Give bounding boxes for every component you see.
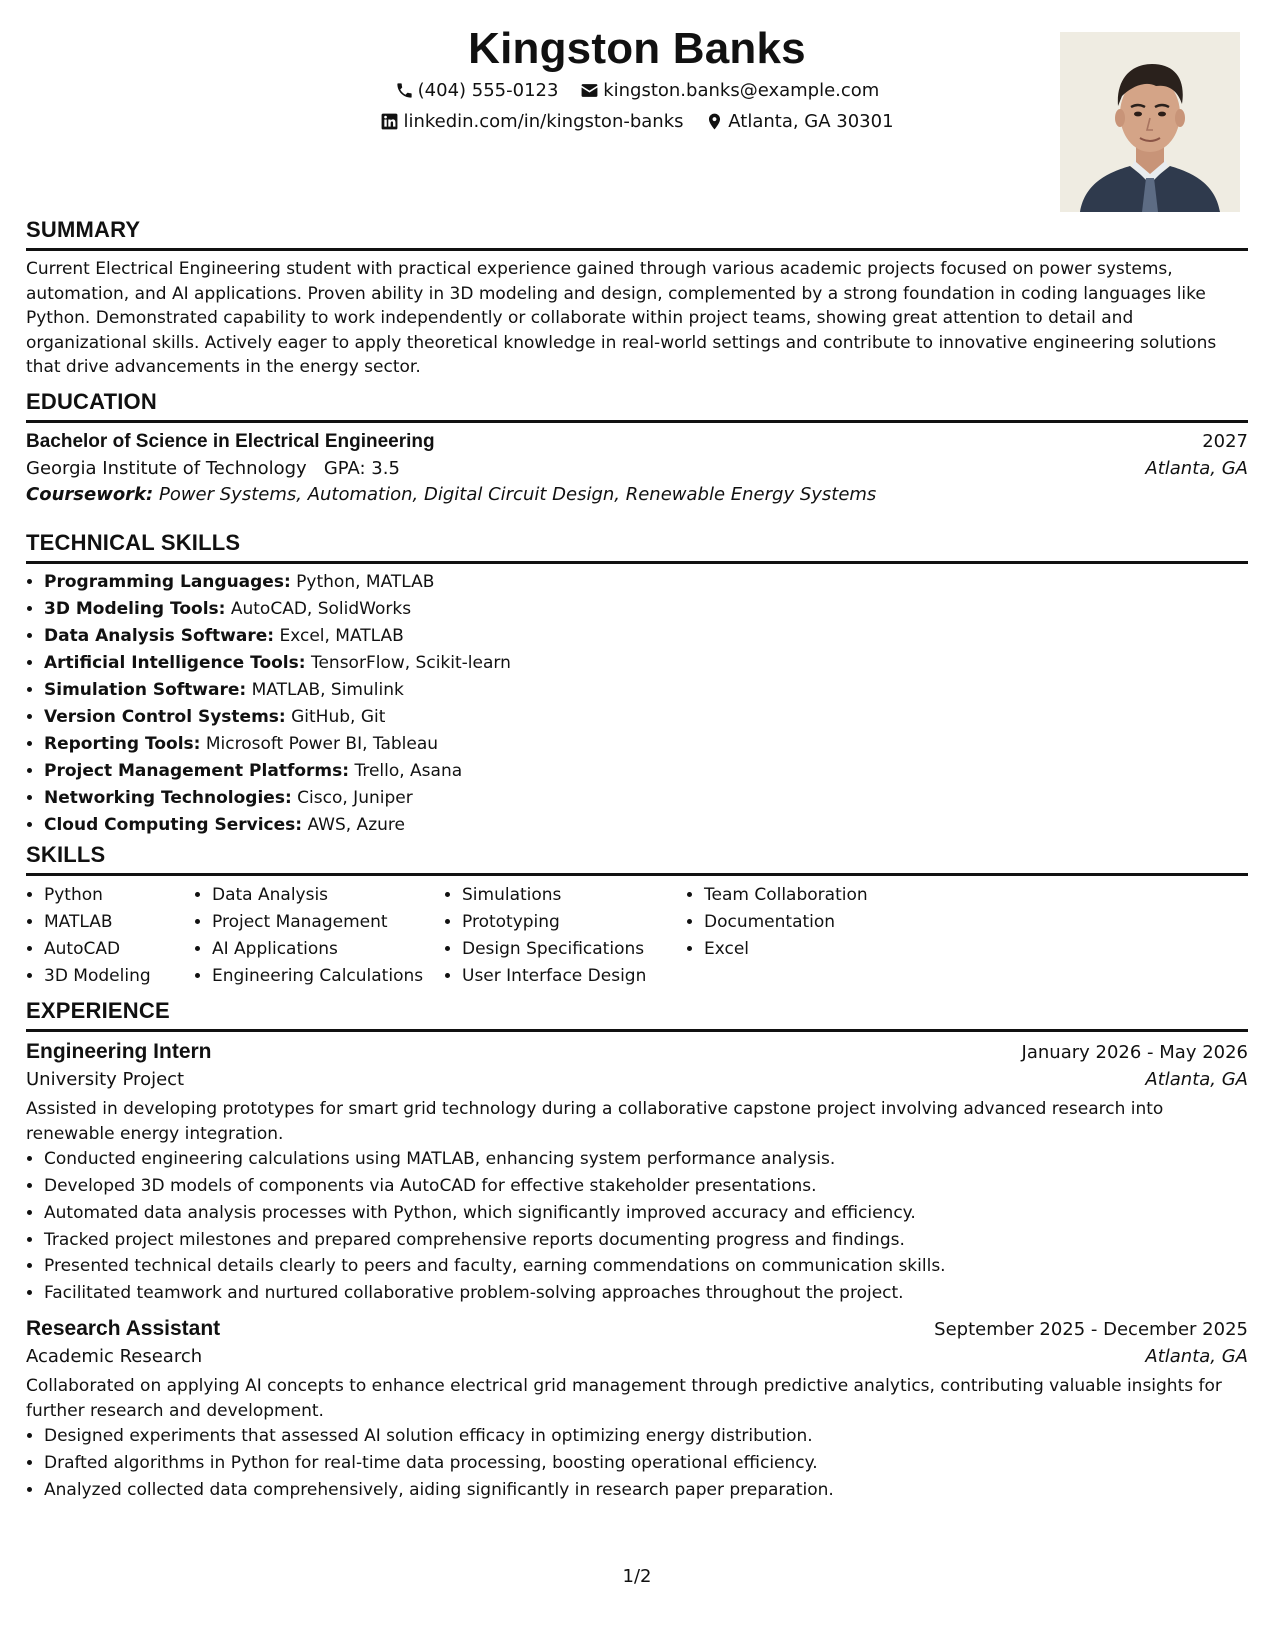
list-item xyxy=(44,677,1248,704)
section-divider xyxy=(26,561,1248,564)
education-row-2 xyxy=(26,458,1248,479)
profile-photo xyxy=(1060,32,1240,212)
job-description: Assisted in developing prototypes for smart grid technology during a collaborative capstone project involving advanced research into renewable energy integration. xyxy=(26,1099,1164,1144)
section-divider xyxy=(26,873,1248,876)
portrait-image xyxy=(1060,32,1240,212)
skill-values: Python, MATLAB xyxy=(296,572,435,592)
coursework-label: Coursework: xyxy=(26,484,154,505)
skill-values: Excel, MATLAB xyxy=(279,626,404,646)
contact-linkedin[interactable] xyxy=(380,111,683,132)
coursework-line xyxy=(26,484,1248,505)
list-item: • Excel xyxy=(704,936,964,963)
skill-category: Version Control Systems: xyxy=(44,707,286,727)
contact-email[interactable] xyxy=(580,80,879,101)
skill-category: Reporting Tools: xyxy=(44,734,201,754)
coursework-list: Power Systems, Automation, Digital Circuit Design, Renewable Energy Systems xyxy=(158,484,877,505)
list-item xyxy=(44,731,1248,758)
list-item: • Python xyxy=(44,882,194,909)
skill-category: 3D Modeling Tools: xyxy=(44,599,226,619)
phone-icon xyxy=(395,81,414,100)
job-header-row xyxy=(26,1317,1248,1341)
gpa: GPA: 3.5 xyxy=(323,458,400,479)
school-location: Atlanta, GA xyxy=(1145,458,1248,479)
map-pin-icon xyxy=(705,112,724,131)
job-org-row xyxy=(26,1069,1248,1090)
section-divider xyxy=(26,420,1248,423)
experience-entry xyxy=(26,1317,1248,1504)
job-description: Collaborated on applying AI concepts to enhance electrical grid management through predictive analytics, contributing valuable insights for further research and development. xyxy=(26,1375,1222,1421)
job-header-row xyxy=(26,1040,1248,1064)
experience-entry xyxy=(26,1040,1248,1307)
job-title: Engineering Intern xyxy=(26,1040,212,1063)
job-dates: January 2026 - May 2026 xyxy=(1021,1042,1248,1063)
list-item: • Analyzed collected data comprehensively, aiding significantly in research paper preparation. xyxy=(44,1477,1248,1504)
list-item: • Simulations xyxy=(462,882,686,909)
school-name: Georgia Institute of Technology xyxy=(26,458,307,479)
list-item: • Design Specifications xyxy=(462,936,686,963)
list-item xyxy=(44,704,1248,731)
skill-category: Networking Technologies: xyxy=(44,788,292,808)
education-section xyxy=(26,388,1248,505)
skills-column-1 xyxy=(26,882,194,990)
summary-section xyxy=(26,216,1248,380)
job-organization: University Project xyxy=(26,1069,185,1090)
list-item: • 3D Modeling xyxy=(44,963,194,990)
skill-values: AutoCAD, SolidWorks xyxy=(230,599,412,619)
list-item xyxy=(44,785,1248,812)
skill-category: Project Management Platforms: xyxy=(44,761,350,781)
skills-heading: SKILLS xyxy=(26,842,106,867)
resume-page xyxy=(26,0,1248,1650)
skill-values: TensorFlow, Scikit-learn xyxy=(310,653,511,673)
list-item: • Facilitated teamwork and nurtured collaborative problem-solving approaches throughout the project. xyxy=(44,1280,1248,1307)
list-item xyxy=(44,623,1248,650)
list-item: • Developed 3D models of components via AutoCAD for effective stakeholder presentations. xyxy=(44,1173,1248,1200)
education-row-1 xyxy=(26,431,1248,453)
list-item xyxy=(44,650,1248,677)
skills-column-4 xyxy=(686,882,964,990)
job-bullets xyxy=(26,1146,1248,1307)
list-item: • Project Management xyxy=(212,909,444,936)
skills-section xyxy=(26,841,1248,990)
job-location: Atlanta, GA xyxy=(1145,1069,1248,1090)
technical-skills-section xyxy=(26,529,1248,839)
skill-category: Artificial Intelligence Tools: xyxy=(44,653,306,673)
candidate-name: Kingston Banks xyxy=(468,24,806,73)
list-item: • Automated data analysis processes with Python, which significantly improved accuracy and efficiency. xyxy=(44,1200,1248,1227)
email-text: kingston.banks@example.com xyxy=(603,80,880,101)
degree-title: Bachelor of Science in Electrical Engineering xyxy=(26,431,435,452)
list-item: • Presented technical details clearly to peers and faculty, earning commendations on communication skills. xyxy=(44,1253,1248,1280)
summary-heading: SUMMARY xyxy=(26,217,141,242)
contact-phone xyxy=(395,80,559,101)
section-divider xyxy=(26,248,1248,251)
linkedin-icon xyxy=(380,112,399,131)
graduation-year: 2027 xyxy=(1202,431,1248,452)
list-item: • Designed experiments that assessed AI solution efficacy in optimizing energy distribution. xyxy=(44,1423,1248,1450)
skill-values: GitHub, Git xyxy=(291,707,386,727)
job-bullets xyxy=(26,1423,1248,1503)
job-organization: Academic Research xyxy=(26,1345,203,1367)
list-item xyxy=(44,812,1248,839)
summary-text: Current Electrical Engineering student with practical experience gained through various academic projects focused on power systems, automation, and AI applications. Proven ability in 3D modeling and design, complemented by a strong foundation in coding languages like Python. Demonstrated capability to work independently or collaborate within project teams, showing great attention to detail and organizational skills. Actively eager to apply theoretical knowledge in real-world settings and contribute to innovative engineering solutions that drive advancements in the energy sector. xyxy=(26,259,1217,378)
section-divider xyxy=(26,1029,1248,1032)
list-item: • Prototyping xyxy=(462,909,686,936)
resume-header xyxy=(26,24,1248,214)
school-line xyxy=(26,458,400,479)
job-dates: September 2025 - December 2025 xyxy=(934,1318,1248,1340)
job-org-row xyxy=(26,1346,1248,1367)
linkedin-text: linkedin.com/in/kingston-banks xyxy=(403,111,684,132)
experience-section xyxy=(26,997,1248,1504)
list-item: • User Interface Design xyxy=(462,963,686,990)
list-item xyxy=(44,596,1248,623)
location-text: Atlanta, GA 30301 xyxy=(728,111,894,132)
skill-category: Data Analysis Software: xyxy=(44,626,275,646)
job-location: Atlanta, GA xyxy=(1145,1345,1248,1367)
contact-location xyxy=(705,111,893,132)
skill-category: Programming Languages: xyxy=(44,572,291,592)
list-item: • Tracked project milestones and prepared comprehensive reports documenting progress and findings. xyxy=(44,1227,1248,1254)
skills-column-3 xyxy=(444,882,686,990)
skill-values: Microsoft Power BI, Tableau xyxy=(205,734,439,754)
technical-skills-list xyxy=(26,569,1248,839)
job-title: Research Assistant xyxy=(26,1316,221,1340)
experience-heading: EXPERIENCE xyxy=(26,998,170,1023)
envelope-icon xyxy=(580,81,599,100)
list-item: • Conducted engineering calculations using MATLAB, enhancing system performance analysis. xyxy=(44,1146,1248,1173)
page-number: 1/2 xyxy=(622,1566,652,1587)
list-item: • Drafted algorithms in Python for real-time data processing, boosting operational efficiency. xyxy=(44,1450,1248,1477)
list-item: • Engineering Calculations xyxy=(212,963,444,990)
list-item: • Data Analysis xyxy=(212,882,444,909)
skill-category: Simulation Software: xyxy=(44,680,247,700)
skill-values: AWS, Azure xyxy=(307,815,405,835)
technical-skills-heading: TECHNICAL SKILLS xyxy=(26,530,241,555)
list-item: • AutoCAD xyxy=(44,936,194,963)
skills-column-2 xyxy=(194,882,444,990)
list-item: • Documentation xyxy=(704,909,964,936)
skills-grid xyxy=(26,882,1248,990)
skill-values: MATLAB, Simulink xyxy=(251,680,404,700)
skill-category: Cloud Computing Services: xyxy=(44,815,303,835)
list-item: • Team Collaboration xyxy=(704,882,964,909)
skill-values: Trello, Asana xyxy=(354,761,463,781)
skill-values: Cisco, Juniper xyxy=(297,788,413,808)
list-item: • MATLAB xyxy=(44,909,194,936)
education-heading: EDUCATION xyxy=(26,389,157,414)
list-item xyxy=(44,758,1248,785)
list-item: • AI Applications xyxy=(212,936,444,963)
list-item xyxy=(44,569,1248,596)
phone-text: (404) 555-0123 xyxy=(417,80,559,101)
